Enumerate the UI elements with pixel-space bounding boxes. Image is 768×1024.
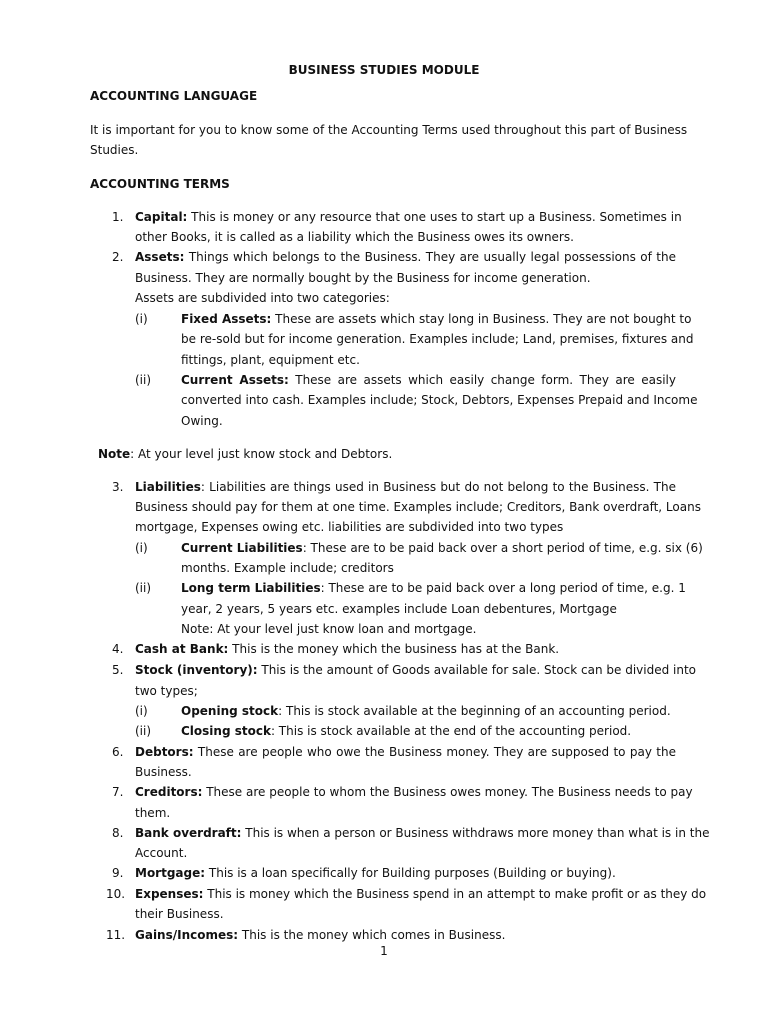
term-capital: Capital: xyxy=(135,210,188,224)
sub-marker: (ii) xyxy=(135,581,152,595)
fixed-assets-line-1: Fixed Assets: These are assets which stay long in Business. They are not bought to xyxy=(181,312,692,326)
term-stock: Stock (inventory): xyxy=(135,663,258,677)
term-longterm-liabilities: Long term Liabilities xyxy=(181,581,321,595)
term-opening-stock: Opening stock xyxy=(181,704,279,718)
term-debtors: Debtors: xyxy=(135,745,194,759)
longterm-liabilities-line-2: year, 2 years, 5 years etc. examples include Loan debentures, Mortgage xyxy=(181,602,617,616)
longterm-liabilities-line-3: Note: At your level just know loan and mortgage. xyxy=(181,622,477,636)
liabilities-line-1: Liabilities: Liabilities are things used in Business but do not belong to the Business. The xyxy=(135,480,676,494)
capital-line-1: Capital: This is money or any resource that one uses to start up a Business. Sometimes in xyxy=(135,210,682,224)
page-number: 1 xyxy=(380,944,388,958)
term-liabilities: Liabilities xyxy=(135,480,201,494)
mortgage-line-1: Mortgage: This is a loan specifically for Building purposes (Building or buying). xyxy=(135,866,616,880)
stock-line-1: Stock (inventory): This is the amount of Goods available for sale. Stock can be divided into xyxy=(135,663,697,677)
creditors-line-2: them. xyxy=(135,806,171,820)
debtors-line-2: Business. xyxy=(135,765,192,779)
current-assets-line-2: converted into cash. Examples include; Stock, Debtors, Expenses Prepaid and Income xyxy=(181,393,698,407)
note-label: Note xyxy=(98,447,131,461)
opening-stock-line: Opening stock: This is stock available at the beginning of an accounting period. xyxy=(181,704,671,718)
liabilities-line-3: mortgage, Expenses owing etc. liabilities are subdivided into two types xyxy=(135,520,564,534)
expenses-line-1: Expenses: This is money which the Business spend in an attempt to make profit or as they do xyxy=(135,887,707,901)
intro-line-2: Studies. xyxy=(90,143,139,157)
gains-line-1: Gains/Incomes: This is the money which comes in Business. xyxy=(135,928,506,942)
stock-line-2: two types; xyxy=(135,684,198,698)
section-heading: ACCOUNTING LANGUAGE xyxy=(90,89,258,103)
fixed-assets-line-2: be re-sold but for income generation. Examples include; Land, premises, fixtures and xyxy=(181,332,694,346)
term-current-liabilities: Current Liabilities xyxy=(181,541,303,555)
creditors-line-1: Creditors: These are people to whom the Business owes money. The Business needs to pay xyxy=(135,785,693,799)
item-number: 4. xyxy=(112,642,124,656)
current-liabilities-line-2: months. Example include; creditors xyxy=(181,561,394,575)
overdraft-line-1: Bank overdraft: This is when a person or Business withdraws more money than what is in the xyxy=(135,826,710,840)
closing-stock-line: Closing stock: This is stock available at the end of the accounting period. xyxy=(181,724,632,738)
term-creditors: Creditors: xyxy=(135,785,203,799)
item-number: 6. xyxy=(112,745,124,759)
liabilities-line-2: Business should pay for them at one time. Examples include; Creditors, Bank overdraft, Loans xyxy=(135,500,701,514)
item-number: 11. xyxy=(106,928,126,942)
term-cash-at-bank: Cash at Bank: xyxy=(135,642,229,656)
term-gains-incomes: Gains/Incomes: xyxy=(135,928,239,942)
assets-line-3: Assets are subdivided into two categories: xyxy=(135,291,390,305)
item-number: 3. xyxy=(112,480,124,494)
term-fixed-assets: Fixed Assets: xyxy=(181,312,272,326)
item-number: 1. xyxy=(112,210,124,224)
sub-marker: (i) xyxy=(135,312,148,326)
current-assets-line-1: Current Assets: These are assets which easily change form. They are easily xyxy=(181,373,676,387)
item-number: 10. xyxy=(106,887,126,901)
terms-heading: ACCOUNTING TERMS xyxy=(90,177,230,191)
debtors-line-1: Debtors: These are people who owe the Business money. They are supposed to pay the xyxy=(135,745,676,759)
assets-line-1: Assets: Things which belongs to the Business. They are usually legal possessions of the xyxy=(135,250,676,264)
item-number: 5. xyxy=(112,663,124,677)
term-mortgage: Mortgage: xyxy=(135,866,206,880)
longterm-liabilities-line-1: Long term Liabilities: These are to be paid back over a long period of time, e.g. 1 xyxy=(181,581,686,595)
term-closing-stock: Closing stock xyxy=(181,724,271,738)
item-number: 8. xyxy=(112,826,124,840)
fixed-assets-line-3: fittings, plant, equipment etc. xyxy=(181,353,360,367)
document-title: BUSINESS STUDIES MODULE xyxy=(288,63,480,77)
term-expenses: Expenses: xyxy=(135,887,204,901)
item-number: 7. xyxy=(112,785,124,799)
assets-line-2: Business. They are normally bought by the Business for income generation. xyxy=(135,271,591,285)
sub-marker: (ii) xyxy=(135,373,152,387)
expenses-line-2: their Business. xyxy=(135,907,224,921)
term-current-assets: Current Assets: xyxy=(181,373,289,387)
current-liabilities-line-1: Current Liabilities: These are to be paid back over a short period of time, e.g. six (6) xyxy=(181,541,703,555)
item-number: 9. xyxy=(112,866,124,880)
note-line: Note: At your level just know stock and Debtors. xyxy=(98,447,393,461)
current-assets-line-3: Owing. xyxy=(181,414,223,428)
item-number: 2. xyxy=(112,250,124,264)
term-bank-overdraft: Bank overdraft: xyxy=(135,826,242,840)
overdraft-line-2: Account. xyxy=(135,846,188,860)
sub-marker: (i) xyxy=(135,704,148,718)
term-assets: Assets: xyxy=(135,250,185,264)
sub-marker: (i) xyxy=(135,541,148,555)
capital-line-2: other Books, it is called as a liability which the Business owes its owners. xyxy=(135,230,574,244)
sub-marker: (ii) xyxy=(135,724,152,738)
cash-line-1: Cash at Bank: This is the money which the business has at the Bank. xyxy=(135,642,560,656)
intro-line-1: It is important for you to know some of the Accounting Terms used throughout this part of Business xyxy=(90,123,688,137)
